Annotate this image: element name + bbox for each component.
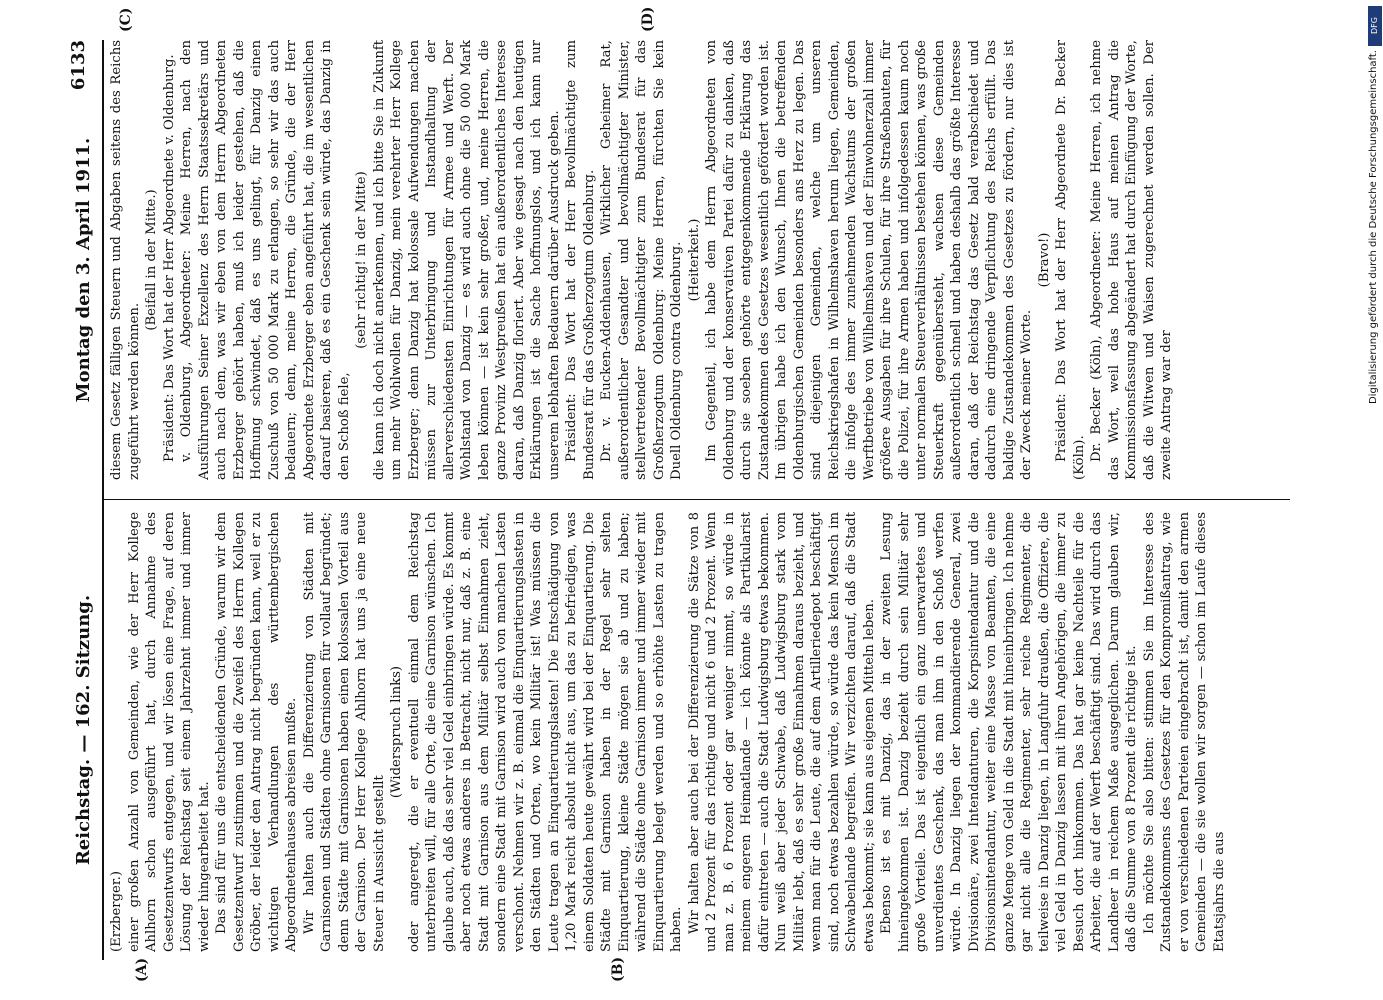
speaker-name: (Erzberger.) bbox=[109, 870, 124, 952]
column-divider bbox=[102, 499, 1290, 500]
paragraph: die kann ich doch nicht anerkennen, und ich bitte Sie in Zukunft um mehr Wohlwollen für Danzig, mein verehrter Herr Kollege Erzberger; denn Danzig hat kolossale Aufwendungen machen müssen zur Unterbringung und Instandhaltung der allerverschiedensten Einrichtungen für Armee und Werft. Der Wohlstand von Danzig — es wird auch ohne die 50 000 Mark leben können — ist kein sehr großer, und, meine Herren, die ganze Provinz Westpreußen hat ein außerordentliches Interesse daran, daß Danzig floriert. Aber wie gesagt nach den heutigen Erklärungen ist die Sache hoffnungslos, und ich kann nur unserem lebhaften Bedauern darüber Ausdruck geben. bbox=[371, 40, 562, 480]
paragraph: einer großen Anzahl von Gemeinden, wie der Herr Kollege Ahlhorn schon ausgeführt hat, durch Annahme des Gesetzentwurfs entgegen, und wir lösen eine Frage, auf deren Lösung der Reichstag seit einem Jahrzehnt immer und immer wieder hingearbeitet hat. bbox=[126, 512, 212, 952]
president-remark: Präsident: Das Wort hat der Herr Bevollmächtigte zum Bundesrat für das Großherzogtum Oldenburg. bbox=[564, 40, 597, 480]
interjection: (Heiterkeit.) bbox=[686, 218, 702, 302]
paragraph: Im Gegenteil, ich habe dem Herrn Abgeordneten von Oldenburg und der konservativen Partei dafür zu danken, daß durch sie soeben gehörte entgegenkommende Erklärung das Zustandekommen des Gesetzes wesentlich gefördert worden ist. Im übrigen habe ich den Wunsch, Ihnen die betreffenden Oldenburgischen Gemeinden besonders ans Herz zu legen. Das sind diejenigen Gemeinden, welche um unseren Reichskriegshafen in Wilhelmshaven herum liegen, Gemeinden, die infolge des immer zunehmenden Wachstums der großen Werftbetriebe von Wilhelmshaven und der Einwohnerzahl immer größere Ausgaben für ihre Schulen, für ihre Straßenbauten, für die Polizei, für ihre Armen haben und infolgedessen kaum noch unter normalen Steuerverhältnissen bestehen können, was große Steuerkraft gegenübersteht, wachsen diese Gemeinden außerordentlich schnell und haben deshalb das größte Interesse daran, daß der Reichstag das Gesetz bald verabschiedet und dadurch eine dringende Verpflichtung des Reichs erfüllt. Das baldige Zustandekommen des Gesetzes zu fördern, nur dies ist der Zweck meiner Worte. bbox=[704, 40, 1034, 480]
right-column bbox=[108, 40, 1290, 480]
margin-marker-d: (D) bbox=[640, 6, 656, 32]
page-number: 6133 bbox=[68, 40, 89, 91]
interjection: (sehr richtig! in der Mitte) bbox=[354, 171, 369, 349]
paragraph: Wir halten auch die Differenzierung von Städten mit Garnisonen und Städten ohne Garnisonen für vollauf begründet; denn Städte mit Garnisonen haben einen kolossalen Vorteil aus der Garnison. Der Herr Kollege Ahlhorn hat uns ja eine neue Steuer in Aussicht gestellt bbox=[301, 512, 387, 952]
paragraph: diesem Gesetz fälligen Steuern und Abgaben seitens des Reichs zugeführt werden können. bbox=[109, 40, 142, 480]
paragraph: oder angeregt, die er eventuell einmal dem Reichstag unterbreiten will, für alle Orte, die eine Garnison wünschen. Ich glaube auch, daß das sehr viel Geld einbringen würde. Es kommt aber noch etwas anderes in Betracht, nicht nur, daß z. B. eine Stadt mit Garnison aus dem Militär selbst Einnahmen zieht, sondern eine Stadt mit Garnison wird auch von manchen Lasten verschont. Nehmen wir z. B. einmal die Einquartierungslasten in den Städten und Orten, wo kein Militär ist! Was müssen die Leute tragen an Einquartierungslasten! Die Entschädigung von 1,20 Mark reicht absolut nicht aus, um das zu befriedigen, was einem Soldaten heute gewährt wird bei der Einquartierung. Die Städte mit Garnison haben in der Regel sehr selten Einquartierung, kleine Städte mögen sie ab und zu haben; während die Städte ohne Garnison immer und immer wieder mit Einquartierung belegt werden und so erhöhte Lasten zu tragen haben. bbox=[406, 512, 684, 952]
paragraph: Das sind für uns die entscheidenden Gründe, warum wir dem Gesetzentwurf zustimmen und die Zweifel des Herrn Kollegen Gröber, der leider den Antrag nicht begründen kann, weil er zu wichtigen Verhandlungen des württembergischen Abgeordnetenhauses abreisen mußte. bbox=[214, 512, 299, 952]
header-left: Reichstag. — 162. Sitzung. bbox=[72, 594, 94, 866]
paragraph: Dr. v. Eucken-Addenhausen, Wirklicher Geheimer Rat, außerordentlicher Gesandter und bevollmächtigter Minister, stellvertretender Bevollmächtigter zum Bundesrat für das Großherzogtum Oldenburg: Meine Herren, fürchten Sie kein Duell Oldenburg contra Oldenburg. bbox=[599, 40, 684, 480]
dfg-logo: DFG bbox=[1368, 6, 1382, 46]
paragraph: Ebenso ist es mit Danzig, das in der zweiten Lesung hineingekommen ist. Danzig bezieht durch sein Militär sehr große Vorteile. Das ist eigentlich ein ganz unerwartetes und unverdientes Geschenk, das man ihm in den Schoß werfen würde. In Danzig liegen der kommandierende General, zwei Divisionäre, zwei Intendanturen, die Korpsintendantur und die Divisionsintendantur, weiter eine Masse von Beamten, die eine ganze Menge von Geld in die Stadt mit hineinbringen. Ich nehme gar nicht alle die Regimenter, sehr reiche Regimenter, die teilweise in Danzig liegen, in Langfuhr draußen, die Offiziere, die viel Geld in Danzig lassen mit ihren Angehörigen, die immer zu Besuch dort hinkommen. Das hat gar keine Nachteile für die Arbeiter, die auf der Werft beschäftigt sind. Das wird durch das Landheer in reichem Maße ausgeglichen. Darum glauben wir, daß die Summe von 8 Prozent die richtige ist. bbox=[879, 512, 1139, 952]
interjection: (Bravo!) bbox=[1036, 232, 1052, 288]
paragraph: v. Oldenburg, Abgeordneter: Meine Herren, nach den Ausführungen Seiner Exzellenz des Herrn Staatssekretärs und auch nach dem, was wir eben von dem Herrn Abgeordneten Erzberger gehört haben, muß ich leider gestehen, daß die Hoffnung schwindet, daß es uns gelingt, für Danzig einen Zuschuß von 50 000 Mark zu erlangen, so sehr wir das auch bedauern; denn, meine Herren, die Gründe, die der Herr Abgeordnete Erzberger eben angeführt hat, die im wesentlichen darauf basieren, daß es ein Geschenk sein würde, das Danzig in den Schoß fiele, bbox=[179, 40, 352, 480]
interjection: (Widerspruch links) bbox=[389, 665, 404, 799]
header-rule bbox=[102, 40, 104, 960]
interjection: (Beifall in der Mitte.) bbox=[144, 189, 159, 331]
margin-marker-a: (A) bbox=[134, 957, 150, 982]
paragraph: Dr. Becker (Köln), Abgeordneter: Meine Herren, ich nehme das Wort, weil das hohe Haus auf meinen Antrag die Kommissionsfassung abgeändert hat durch Einfügung der Worte, daß die Witwen und Waisen zugerechnet werden sollen. Der zweite Antrag war der bbox=[1089, 40, 1174, 480]
paragraph: Ich möchte Sie also bitten: stimmen Sie im Interesse des Zustandekommens des Gesetzes für den Kompromißantrag, wie er von verschiedenen Parteien eingebracht ist, damit den armen Gemeinden — die sie wollen wir sorgen — schon im Laufe dieses Etatsjahrs die aus bbox=[1141, 512, 1227, 952]
margin-marker-c: (C) bbox=[118, 7, 134, 32]
paragraph: Wir halten aber auch bei der Differenzierung die Sätze von 8 und 2 Prozent für das richtige und nicht 6 und 2 Prozent. Wenn man z. B. 6 Prozent oder gar weniger nimmt, so würde in meinem engeren Heimatlande — ich könnte als Partikularist dafür eintreten — auch die Stadt Ludwigsburg etwas bekommen. Nun weiß aber jeder Schwabe, daß Ludwigsburg stark vom Militär lebt, daß es sehr große Einnahmen daraus bezieht, und wenn man für die Leute, die auf dem Artilleriedepot beschäftigt sind, noch etwas bezahlen würde, so würde das kein Mensch im Schwabenlande begreifen. Wir verzichten darauf, daß die Stadt etwas bekommt; sie kann aus eigenen Mitteln leben. bbox=[686, 512, 877, 952]
margin-marker-b: (B) bbox=[610, 956, 626, 982]
header-right: Montag den 3. April 1911. bbox=[72, 137, 94, 403]
rotated-page bbox=[50, 0, 1350, 1000]
president-remark: Präsident: Das Wort hat der Herr Abgeordnete v. Oldenburg. bbox=[161, 54, 177, 462]
left-column bbox=[108, 512, 1290, 952]
president-remark: Präsident: Das Wort hat der Herr Abgeordnete Dr. Becker (Köln). bbox=[1054, 40, 1087, 480]
digitization-credit: Digitalisierung gefördert durch die Deutsche Forschungsgemeinschaft. bbox=[1368, 50, 1379, 405]
page-header bbox=[68, 40, 98, 960]
